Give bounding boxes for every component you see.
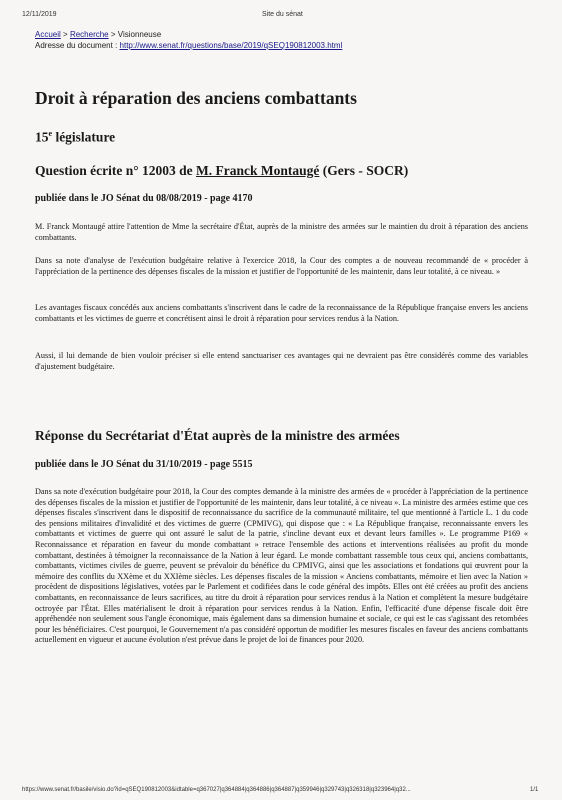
question-author-group: (Gers - SOCR) <box>322 163 409 178</box>
response-publication: publiée dans le JO Sénat du 31/10/2019 - page 5515 <box>35 459 253 470</box>
breadcrumb-link-recherche[interactable]: Recherche <box>69 30 109 39</box>
legislature-label: législature <box>55 129 116 145</box>
page-title: Droit à réparation des anciens combattants <box>35 88 357 108</box>
breadcrumb-current: Visionneuse <box>117 30 162 39</box>
document-address-link[interactable]: http://www.senat.fr/questions/base/2019/qSEQ190812003.html <box>119 41 343 50</box>
breadcrumb <box>35 29 342 51</box>
question-paragraph: Les avantages fiscaux concédés aux anciens combattants s'inscrivent dans le cadre de la reconnaissance de la République française envers les anciens combattants et les victimes de guerre et concrétisent ainsi le droit à réparation pour services rendus à la Nation. <box>35 303 528 323</box>
response-title: Réponse du Secrétariat d'État auprès de la ministre des armées <box>35 428 400 443</box>
breadcrumb-separator: > <box>110 30 116 39</box>
print-site-name: Site du sénat <box>262 11 303 18</box>
question-paragraph: Dans sa note d'analyse de l'exécution budgétaire relative à l'exercice 2018, la Cour des comptes a de nouveau recommandé de « procéder à l'appréciation de la pertinence des dépenses fiscales de la mission et justifier de l'opportunité de les maintenir, dans leur totalité, à ce niveau. » <box>35 256 528 276</box>
document-address-label: Adresse du document : <box>35 41 118 50</box>
question-paragraph: Aussi, il lui demande de bien vouloir préciser si elle entend sanctuariser ces avantages qui ne devraient pas être considérés comme des variables d'ajustement budgétaire. <box>35 351 528 371</box>
breadcrumb-link-accueil[interactable]: Accueil <box>35 30 61 39</box>
footer-page-number: 1/1 <box>530 787 539 793</box>
question-title <box>35 163 408 179</box>
question-paragraph: M. Franck Montaugé attire l'attention de Mme la secrétaire d'État, auprès de la ministre des armées sur le maintien du droit à réparation des anciens combattants. <box>35 222 528 242</box>
legislature-superscript: e <box>48 129 53 138</box>
print-date: 12/11/2019 <box>22 11 57 18</box>
question-publication: publiée dans le JO Sénat du 08/08/2019 - page 4170 <box>35 193 253 204</box>
response-text: Dans sa note d'exécution budgétaire pour 2018, la Cour des comptes demande à la ministre des armées de « procéder à l'appréciation de la pertinence des dépenses fiscales de la mission et justifier de l'opportunité de les maintenir, dans leur totalité, à ce niveau ». La ministre des armées estime que ces dépenses fiscales s'inscrivent dans le dispositif de reconnaissance du sacrifice de la communauté militaire, tel que mentionné à l'article L. 1 du code des pensions militaires d'invalidité et des victimes de guerre (CPMIVG), qui dispose que : « La République française, reconnaissante envers les combattants et victimes de guerre qui ont assuré le salut de la patrie, s'incline devant eux et devant leurs familles ». Le programme P169 « Reconnaissance et réparation en faveur du monde combattant » retrace l'ensemble des actions et interventions réalisées au profit du monde combattant, destinées à témoigner la reconnaissance de la Nation à leur égard. Le monde combattant rassemble tous ceux qui, anciens combattants, combattants, victimes civiles de guerre, peuvent se prévaloir du bénéfice du CPMIVG, ainsi que les associations et fondations qui œuvrent pour la mémoire des conflits du XXème et du XXIème siècles. Les dépenses fiscales de la mission « Anciens combattants, mémoire et lien avec la Nation » procèdent de dispositions législatives, votées par le Parlement et codifiées dans le code général des impôts. Elles ont été créées au profit des anciens combattants, en reconnaissance de leurs sacrifices, au titre du droit à réparation pour services rendus à la Nation et complètent la mesure budgétaire octroyée par l'État. Elles matérialisent le droit à réparation pour services rendus à la Nation. Enfin, l'efficacité d'une dépense fiscale doit être appréhendée non seulement sous l'angle économique, mais également dans sa dimension humaine et sociale, ce qui est le cas s'agissant des retombées pour les bénéficiaires. C'est pourquoi, le Gouvernement n'a pas considéré opportun de modifier les mesures fiscales en faveur des anciens combattants actuellement en vigueur et aucune évolution n'est prévue dans le projet de loi de finances pour 2020. <box>35 487 528 645</box>
question-author-link[interactable]: M. Franck Montaugé <box>196 163 320 178</box>
legislature-heading <box>35 129 115 146</box>
legislature-number: 15 <box>35 129 49 145</box>
footer-url: https://www.senat.fr/basile/visio.do?id=qSEQ190812003&idtable=q367027|q364884|q364886|q364887|q359946|q329743|q326318|q323964|q32... <box>22 787 411 793</box>
breadcrumb-separator: > <box>63 30 68 39</box>
question-prefix: Question écrite n° 12003 de <box>35 163 193 178</box>
